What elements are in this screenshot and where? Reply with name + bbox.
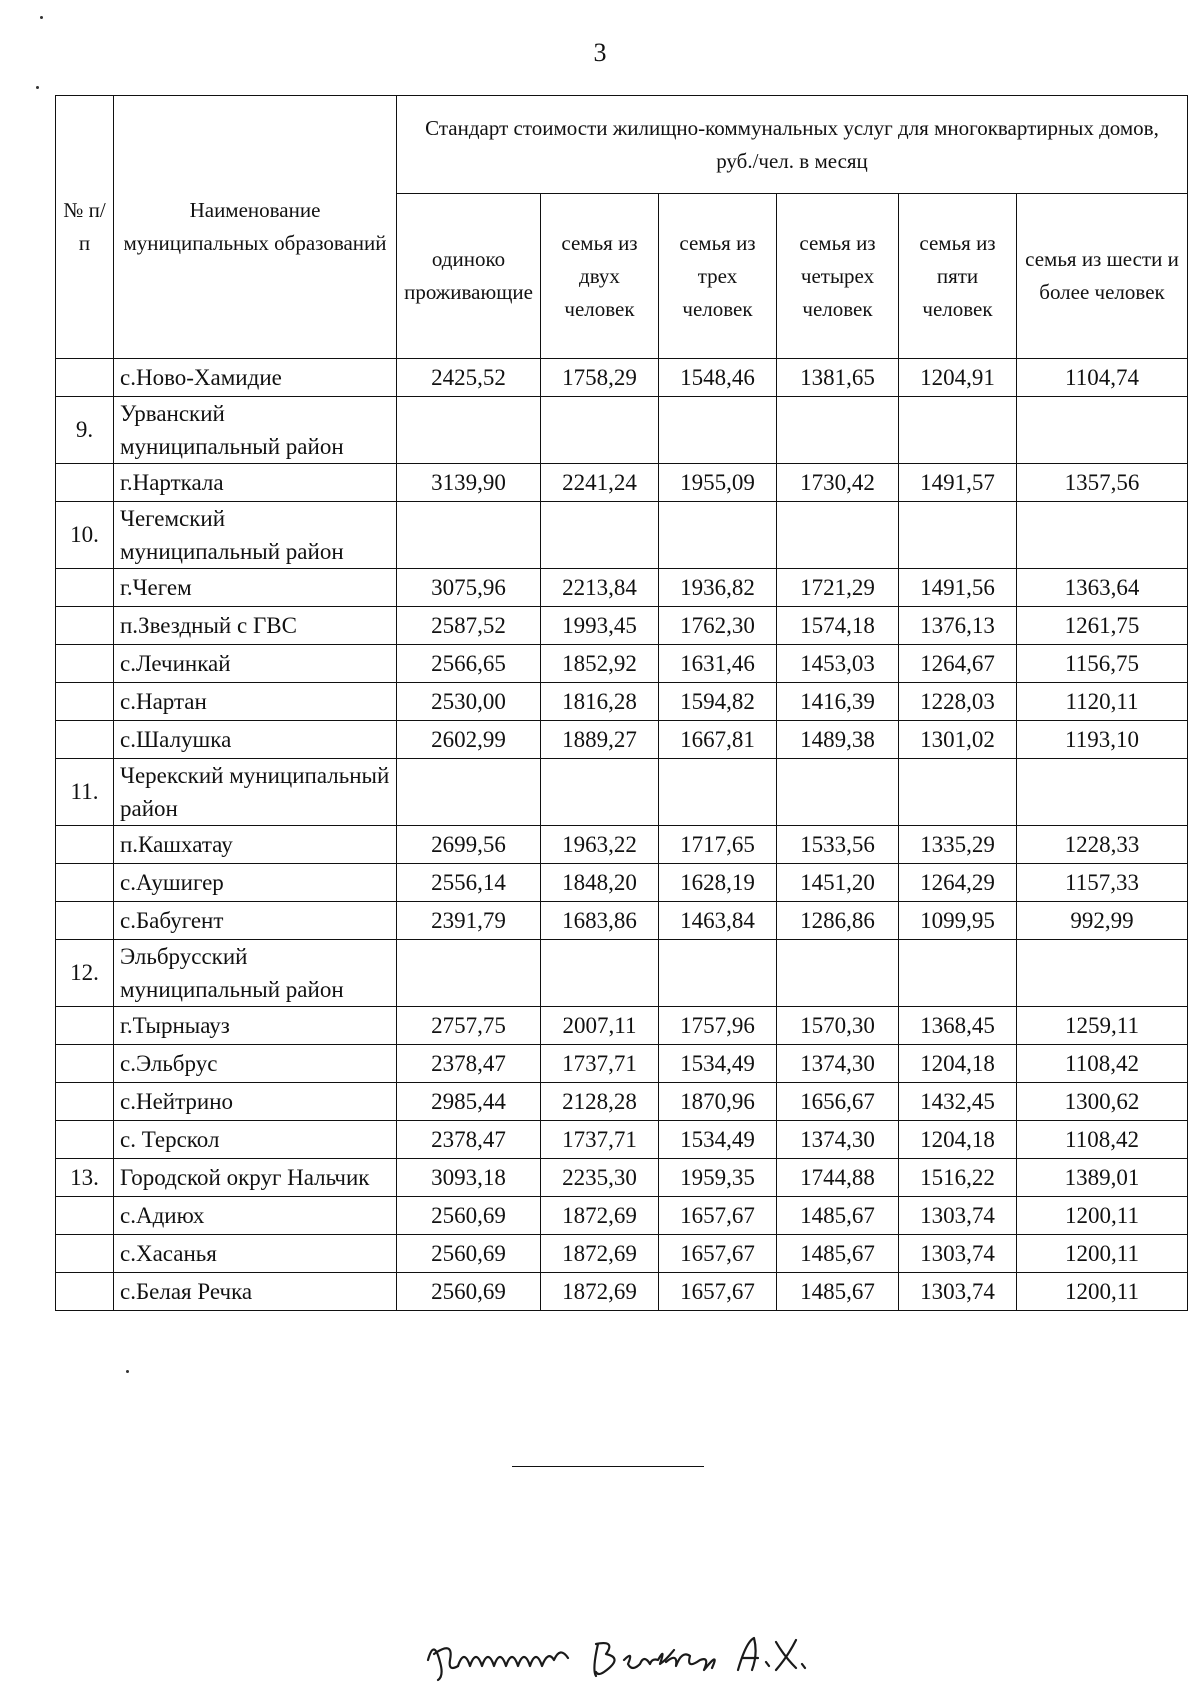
row-number [56,1235,114,1273]
page-number: 3 [593,38,607,67]
cost-family-3: 1717,65 [659,826,777,864]
table-row [56,607,1188,645]
scan-speck [36,86,39,89]
housing-standard-table [55,95,1188,1311]
settlement-name: с.Белая Речка [114,1273,397,1311]
cost-family-2: 1852,92 [541,645,659,683]
cost-family-6plus: 1259,11 [1017,1007,1188,1045]
header-name: Наименование муниципальных образований [114,96,397,359]
cost-family-5: 1303,74 [899,1273,1017,1311]
closing-rule [512,1466,704,1467]
cost-single: 2560,69 [397,1235,541,1273]
section-row [56,940,1188,1007]
row-number [56,826,114,864]
cost-family-3 [659,397,777,464]
cost-family-2: 2128,28 [541,1083,659,1121]
cost-single: 2530,00 [397,683,541,721]
cost-family-6plus: 1389,01 [1017,1159,1188,1197]
cost-family-5: 1335,29 [899,826,1017,864]
row-number [56,864,114,902]
cost-family-2: 1993,45 [541,607,659,645]
cost-family-3 [659,502,777,569]
cost-family-4: 1416,39 [777,683,899,721]
header-col-family-2: семья из двух человек [541,194,659,359]
settlement-name: п.Звездный с ГВС [114,607,397,645]
cost-single [397,940,541,1007]
row-number: 12. [56,940,114,1007]
cost-single: 2560,69 [397,1197,541,1235]
section-row [56,1159,1188,1197]
section-row [56,397,1188,464]
cost-family-3: 1594,82 [659,683,777,721]
cost-family-3: 1762,30 [659,607,777,645]
cost-family-3: 1657,67 [659,1235,777,1273]
cost-family-5 [899,502,1017,569]
settlement-name: с.Эльбрус [114,1045,397,1083]
cost-single: 2425,52 [397,359,541,397]
scan-speck [126,1370,129,1373]
row-number [56,569,114,607]
cost-family-2: 1872,69 [541,1273,659,1311]
cost-family-6plus: 1200,11 [1017,1197,1188,1235]
cost-family-4 [777,397,899,464]
cost-family-3: 1657,67 [659,1197,777,1235]
cost-family-2: 2241,24 [541,464,659,502]
header-col-family-4: семья из четырех человек [777,194,899,359]
cost-family-5: 1303,74 [899,1235,1017,1273]
cost-family-5: 1432,45 [899,1083,1017,1121]
cost-family-4: 1451,20 [777,864,899,902]
cost-single: 2985,44 [397,1083,541,1121]
row-number [56,683,114,721]
cost-family-6plus: 992,99 [1017,902,1188,940]
cost-single [397,759,541,826]
table-row [56,359,1188,397]
cost-family-4: 1286,86 [777,902,899,940]
table-row [56,1083,1188,1121]
cost-family-4: 1489,38 [777,721,899,759]
row-number: 11. [56,759,114,826]
cost-family-3: 1463,84 [659,902,777,940]
cost-single: 2587,52 [397,607,541,645]
cost-single: 2560,69 [397,1273,541,1311]
cost-family-5 [899,397,1017,464]
table-row [56,683,1188,721]
table-row [56,1121,1188,1159]
district-name: Черекский муниципальный район [114,759,397,826]
scan-speck [40,16,43,19]
cost-family-6plus: 1357,56 [1017,464,1188,502]
table-row [56,864,1188,902]
settlement-name: с.Лечинкай [114,645,397,683]
cost-family-6plus: 1200,11 [1017,1273,1188,1311]
settlement-name: п.Кашхатау [114,826,397,864]
cost-family-4: 1570,30 [777,1007,899,1045]
cost-family-6plus: 1120,11 [1017,683,1188,721]
signature [420,1620,820,1695]
cost-family-5: 1204,18 [899,1045,1017,1083]
cost-family-5: 1264,67 [899,645,1017,683]
cost-family-6plus [1017,759,1188,826]
cost-family-2: 1683,86 [541,902,659,940]
cost-family-3: 1757,96 [659,1007,777,1045]
cost-family-5: 1491,56 [899,569,1017,607]
cost-family-2 [541,940,659,1007]
district-name: Городской округ Нальчик [114,1159,397,1197]
cost-family-4: 1453,03 [777,645,899,683]
cost-single [397,502,541,569]
table-row [56,464,1188,502]
cost-family-2 [541,397,659,464]
cost-family-2: 1889,27 [541,721,659,759]
cost-family-5: 1204,18 [899,1121,1017,1159]
cost-family-5: 1099,95 [899,902,1017,940]
district-name: Урванский муниципальный район [114,397,397,464]
cost-family-2: 2235,30 [541,1159,659,1197]
settlement-name: с.Шалушка [114,721,397,759]
cost-single: 2391,79 [397,902,541,940]
table-row [56,902,1188,940]
cost-family-2: 1963,22 [541,826,659,864]
settlement-name: г.Нарткала [114,464,397,502]
settlement-name: с.Бабугент [114,902,397,940]
header-col-single: одиноко проживающие [397,194,541,359]
table-row [56,1197,1188,1235]
header-group-title: Стандарт стоимости жилищно-коммунальных услуг для многоквартирных домов, руб./чел. в месяц [397,96,1188,194]
row-number: 13. [56,1159,114,1197]
table-row [56,645,1188,683]
row-number [56,902,114,940]
cost-family-5 [899,940,1017,1007]
cost-family-2: 2007,11 [541,1007,659,1045]
cost-family-2: 1737,71 [541,1121,659,1159]
cost-family-4: 1485,67 [777,1197,899,1235]
cost-single: 2602,99 [397,721,541,759]
cost-family-6plus: 1108,42 [1017,1045,1188,1083]
row-number [56,1197,114,1235]
table-row [56,826,1188,864]
header-num: № п/п [56,96,114,359]
row-number [56,721,114,759]
cost-family-5: 1228,03 [899,683,1017,721]
cost-single: 3075,96 [397,569,541,607]
cost-family-3: 1870,96 [659,1083,777,1121]
settlement-name: с.Нейтрино [114,1083,397,1121]
cost-family-2: 1816,28 [541,683,659,721]
cost-family-3: 1657,67 [659,1273,777,1311]
cost-family-4: 1656,67 [777,1083,899,1121]
cost-family-4: 1381,65 [777,359,899,397]
cost-family-6plus: 1261,75 [1017,607,1188,645]
table-row [56,1007,1188,1045]
settlement-name: с.Хасанья [114,1235,397,1273]
cost-family-5: 1301,02 [899,721,1017,759]
settlement-name: с.Аушигер [114,864,397,902]
cost-single: 2556,14 [397,864,541,902]
cost-family-2 [541,502,659,569]
cost-family-3: 1936,82 [659,569,777,607]
table-row [56,1273,1188,1311]
cost-family-6plus [1017,940,1188,1007]
district-name: Эльбрусский муниципальный район [114,940,397,1007]
cost-family-3: 1628,19 [659,864,777,902]
settlement-name: с.Нартан [114,683,397,721]
settlement-name: с.Адиюх [114,1197,397,1235]
cost-family-4: 1721,29 [777,569,899,607]
cost-family-5: 1516,22 [899,1159,1017,1197]
cost-single: 3139,90 [397,464,541,502]
table-row [56,569,1188,607]
cost-family-6plus [1017,502,1188,569]
header-col-family-6plus: семья из шести и более человек [1017,194,1188,359]
cost-family-5: 1368,45 [899,1007,1017,1045]
cost-family-5: 1491,57 [899,464,1017,502]
row-number [56,1273,114,1311]
table-row [56,721,1188,759]
cost-family-3: 1534,49 [659,1121,777,1159]
cost-family-6plus: 1108,42 [1017,1121,1188,1159]
cost-family-3: 1534,49 [659,1045,777,1083]
cost-single: 2378,47 [397,1121,541,1159]
cost-family-2: 2213,84 [541,569,659,607]
cost-family-6plus: 1300,62 [1017,1083,1188,1121]
row-number [56,607,114,645]
district-name: Чегемский муниципальный район [114,502,397,569]
row-number: 9. [56,397,114,464]
cost-family-3: 1959,35 [659,1159,777,1197]
cost-family-3: 1667,81 [659,721,777,759]
settlement-name: с.Ново-Хамидие [114,359,397,397]
cost-family-2: 1872,69 [541,1197,659,1235]
cost-single [397,397,541,464]
cost-family-4: 1730,42 [777,464,899,502]
row-number [56,1083,114,1121]
header-col-family-3: семья из трех человек [659,194,777,359]
cost-family-6plus: 1200,11 [1017,1235,1188,1273]
cost-family-4: 1744,88 [777,1159,899,1197]
header-col-family-5: семья из пяти человек [899,194,1017,359]
settlement-name: с. Терскол [114,1121,397,1159]
cost-family-4: 1374,30 [777,1045,899,1083]
handwritten-signature [420,1620,820,1690]
settlement-name: г.Чегем [114,569,397,607]
cost-family-5 [899,759,1017,826]
cost-single: 2757,75 [397,1007,541,1045]
row-number [56,464,114,502]
cost-family-2: 1737,71 [541,1045,659,1083]
cost-single: 3093,18 [397,1159,541,1197]
cost-family-5: 1204,91 [899,359,1017,397]
row-number [56,1045,114,1083]
table-body [56,359,1188,1311]
cost-family-2: 1848,20 [541,864,659,902]
cost-family-6plus: 1363,64 [1017,569,1188,607]
cost-family-3: 1955,09 [659,464,777,502]
section-row [56,502,1188,569]
cost-family-5: 1376,13 [899,607,1017,645]
cost-family-2: 1758,29 [541,359,659,397]
cost-family-3 [659,759,777,826]
section-row [56,759,1188,826]
cost-family-6plus: 1156,75 [1017,645,1188,683]
cost-family-2 [541,759,659,826]
cost-family-4: 1533,56 [777,826,899,864]
row-number [56,645,114,683]
cost-family-4: 1574,18 [777,607,899,645]
row-number [56,359,114,397]
cost-family-6plus: 1228,33 [1017,826,1188,864]
cost-family-2: 1872,69 [541,1235,659,1273]
cost-family-4: 1485,67 [777,1273,899,1311]
cost-family-5: 1303,74 [899,1197,1017,1235]
table-row [56,1045,1188,1083]
row-number: 10. [56,502,114,569]
cost-family-4: 1485,67 [777,1235,899,1273]
table-row [56,1235,1188,1273]
cost-family-5: 1264,29 [899,864,1017,902]
cost-family-4 [777,940,899,1007]
row-number [56,1121,114,1159]
row-number [56,1007,114,1045]
cost-family-6plus: 1193,10 [1017,721,1188,759]
cost-family-6plus [1017,397,1188,464]
cost-family-4: 1374,30 [777,1121,899,1159]
cost-family-4 [777,502,899,569]
cost-family-3: 1548,46 [659,359,777,397]
cost-family-6plus: 1104,74 [1017,359,1188,397]
cost-family-4 [777,759,899,826]
settlement-name: г.Тырныауз [114,1007,397,1045]
cost-single: 2378,47 [397,1045,541,1083]
cost-family-3 [659,940,777,1007]
cost-family-6plus: 1157,33 [1017,864,1188,902]
cost-family-3: 1631,46 [659,645,777,683]
cost-single: 2699,56 [397,826,541,864]
cost-single: 2566,65 [397,645,541,683]
